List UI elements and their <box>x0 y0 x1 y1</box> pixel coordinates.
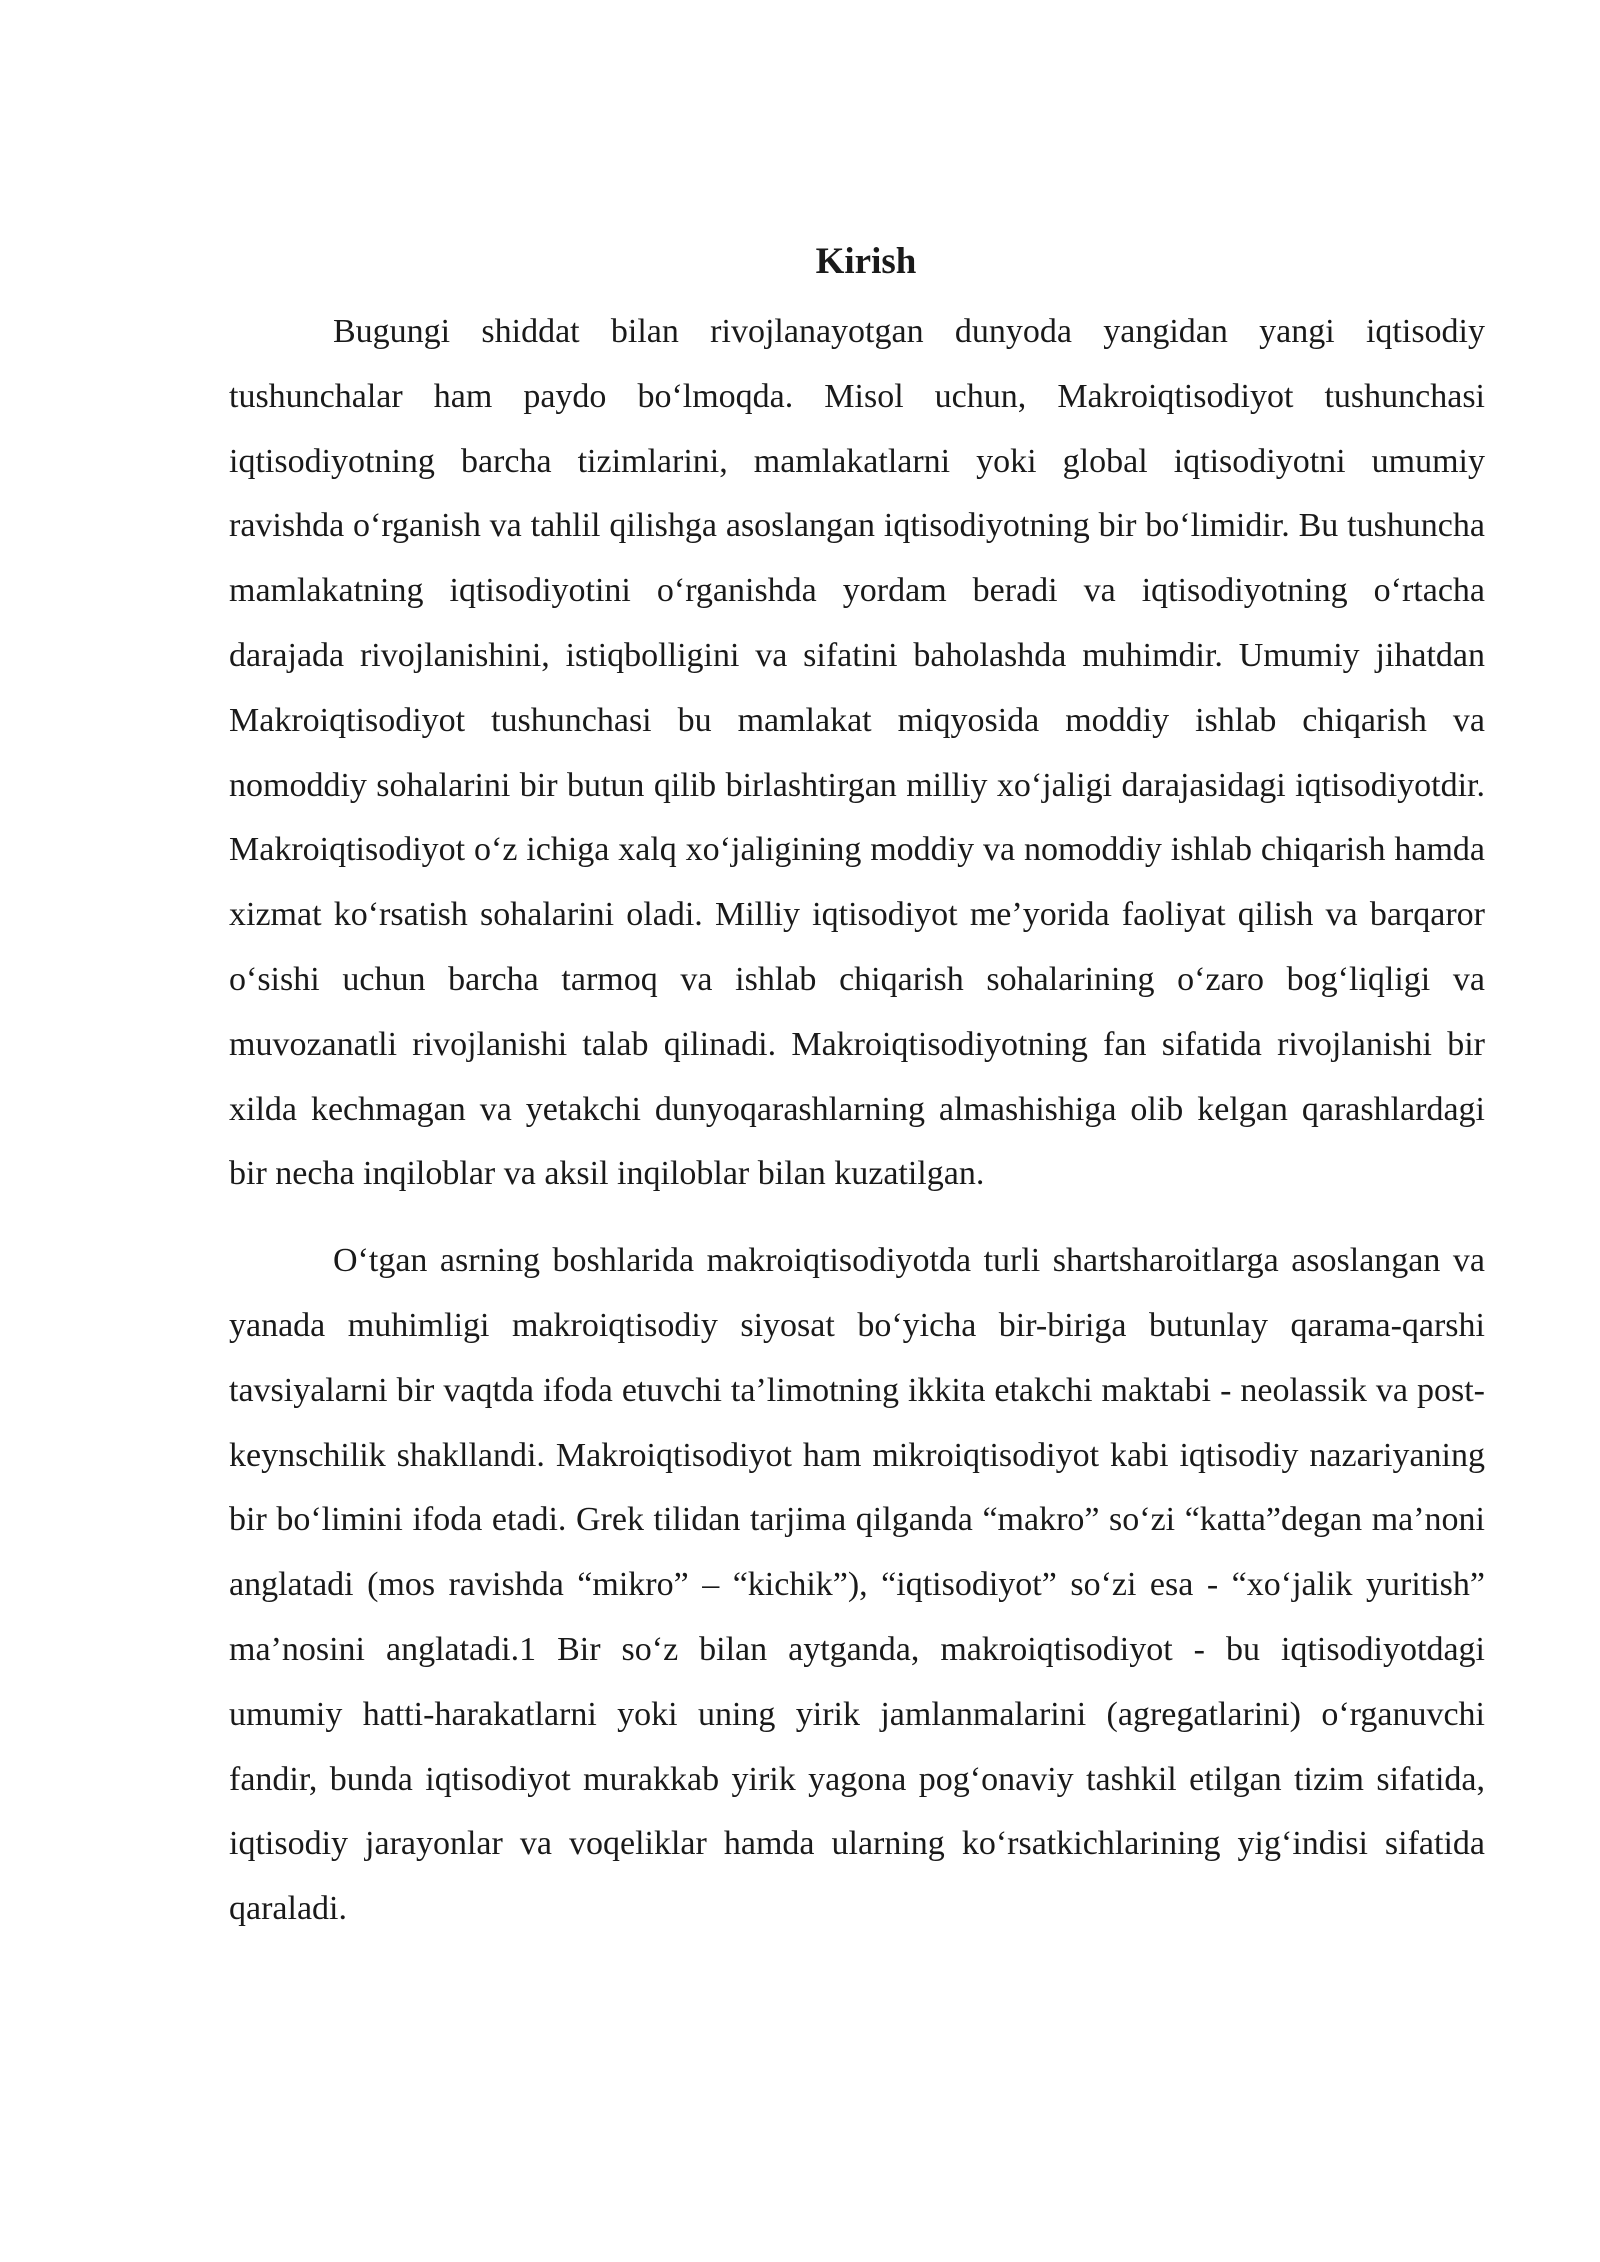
paragraph-1: Bugungi shiddat bilan rivojlanayotgan dunyoda yangidan yangi iqtisodiy tushunchalar ham paydo bo‘lmoqda. Misol uchun, Makroiqtisodiyot tushunchasi iqtisodiyotning barcha tizimlarini, mamlakatlarni yoki global iqtisodiyotni umumiy ravishda o‘rganish va tahlil qilishga asoslangan iqtisodiyotning bir bo‘limidir. Bu tushuncha mamlakatning iqtisodiyotini o‘rganishda yordam beradi va iqtisodiyotning o‘rtacha darajada rivojlanishini, istiqbolligini va sifatini baholashda muhimdir. Umumiy jihatdan Makroiqtisodiyot tushunchasi bu mamlakat miqyosida moddiy ishlab chiqarish va nomoddiy sohalarini bir butun qilib birlashtirgan milliy xo‘jaligi darajasidagi iqtisodiyotdir. Makroiqtisodiyot o‘z ichiga xalq xo‘jaligining moddiy va nomoddiy ishlab chiqarish hamda xizmat ko‘rsatish sohalarini oladi. Milliy iqtisodiyot me’yorida faoliyat qilish va barqaror o‘sishi uchun barcha tarmoq va ishlab chiqarish sohalarining o‘zaro bog‘liqligi va muvozanatli rivojlanishi talab qilinadi. Makroiqtisodiyotning fan sifatida rivojlanishi bir xilda kechmagan va yetakchi dunyoqarashlarning almashishiga olib kelgan qarashlardagi bir necha inqiloblar va aksil inqiloblar bilan kuzatilgan. <box>229 313 1485 1193</box>
document-title: Kirish <box>815 241 917 282</box>
paragraph-2: O‘tgan asrning boshlarida makroiqtisodiyotda turli shartsharoitlarga asoslangan va yanada muhimligi makroiqtisodiy siyosat bo‘yicha bir-biriga butunlay qarama-qarshi tavsiyalarni bir vaqtda ifoda etuvchi ta’limotning ikkita etakchi maktabi - neolassik va post-keynschilik shakllandi. Makroiqtisodiyot ham mikroiqtisodiyot kabi iqtisodiy nazariyaning bir bo‘limini ifoda etadi. Grek tilidan tarjima qilganda “makro” so‘zi “katta”degan ma’noni anglatadi (mos ravishda “mikro” – “kichik”), “iqtisodiyot” so‘zi esa - “xo‘jalik yuritish” ma’nosini anglatadi.1 Bir so‘z bilan aytganda, makroiqtisodiyot - bu iqtisodiyotdagi umumiy hatti-harakatlarni yoki uning yirik jamlanmalarini (agregatlarini) o‘rganuvchi fandir, bunda iqtisodiyot murakkab yirik yagona pog‘onaviy tashkil etilgan tizim sifatida, iqtisodiy jarayonlar va voqeliklar hamda ularning ko‘rsatkichlarining yig‘indisi sifatida qaraladi. <box>229 1242 1485 1928</box>
document-body <box>229 232 1485 1942</box>
